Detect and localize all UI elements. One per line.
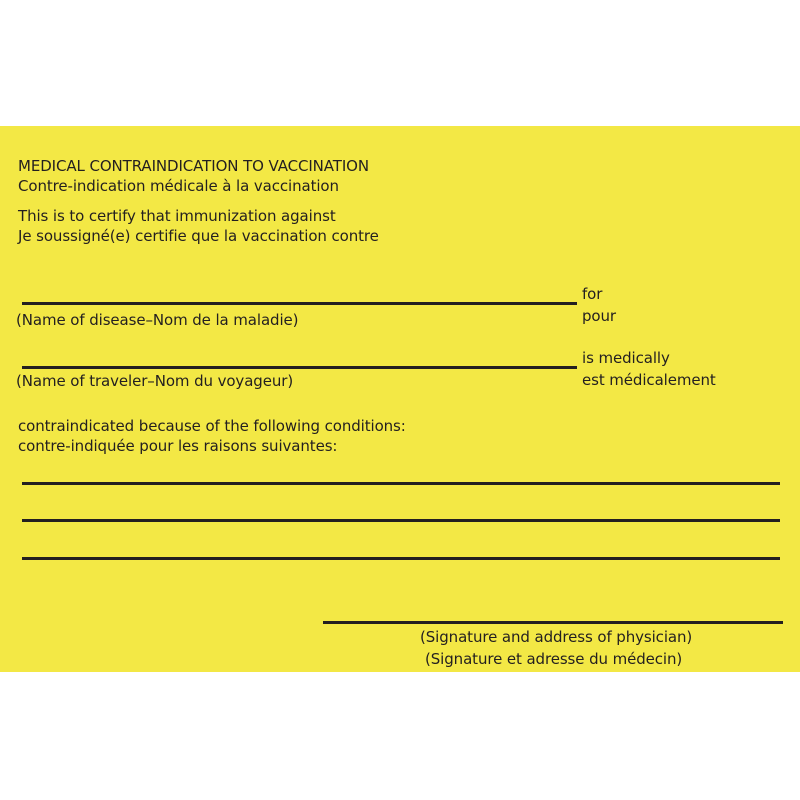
- for-label-en: for: [582, 285, 603, 303]
- condition-line-2[interactable]: [22, 519, 780, 522]
- certify-statement-fr: Je soussigné(e) certifie que la vaccination contre: [18, 227, 379, 245]
- form-title-fr: Contre-indication médicale à la vaccination: [18, 177, 339, 195]
- disease-name-label: (Name of disease–Nom de la maladie): [16, 311, 299, 329]
- traveler-name-field[interactable]: [22, 366, 577, 369]
- conditions-statement-fr: contre-indiquée pour les raisons suivantes:: [18, 437, 338, 455]
- contraindication-card: [0, 126, 800, 672]
- conditions-statement-en: contraindicated because of the following conditions:: [18, 417, 406, 435]
- signature-label-en: (Signature and address of physician): [420, 628, 693, 646]
- traveler-name-label: (Name of traveler–Nom du voyageur): [16, 372, 294, 390]
- for-label-fr: pour: [582, 307, 616, 325]
- disease-name-field[interactable]: [22, 302, 577, 305]
- medically-label-fr: est médicalement: [582, 371, 716, 389]
- signature-label-fr: (Signature et adresse du médecin): [425, 650, 683, 668]
- certify-statement-en: This is to certify that immunization against: [18, 207, 336, 225]
- medically-label-en: is medically: [582, 349, 670, 367]
- condition-line-3[interactable]: [22, 557, 780, 560]
- condition-line-1[interactable]: [22, 482, 780, 485]
- physician-signature-field[interactable]: [323, 621, 783, 624]
- form-title-en: MEDICAL CONTRAINDICATION TO VACCINATION: [18, 157, 370, 175]
